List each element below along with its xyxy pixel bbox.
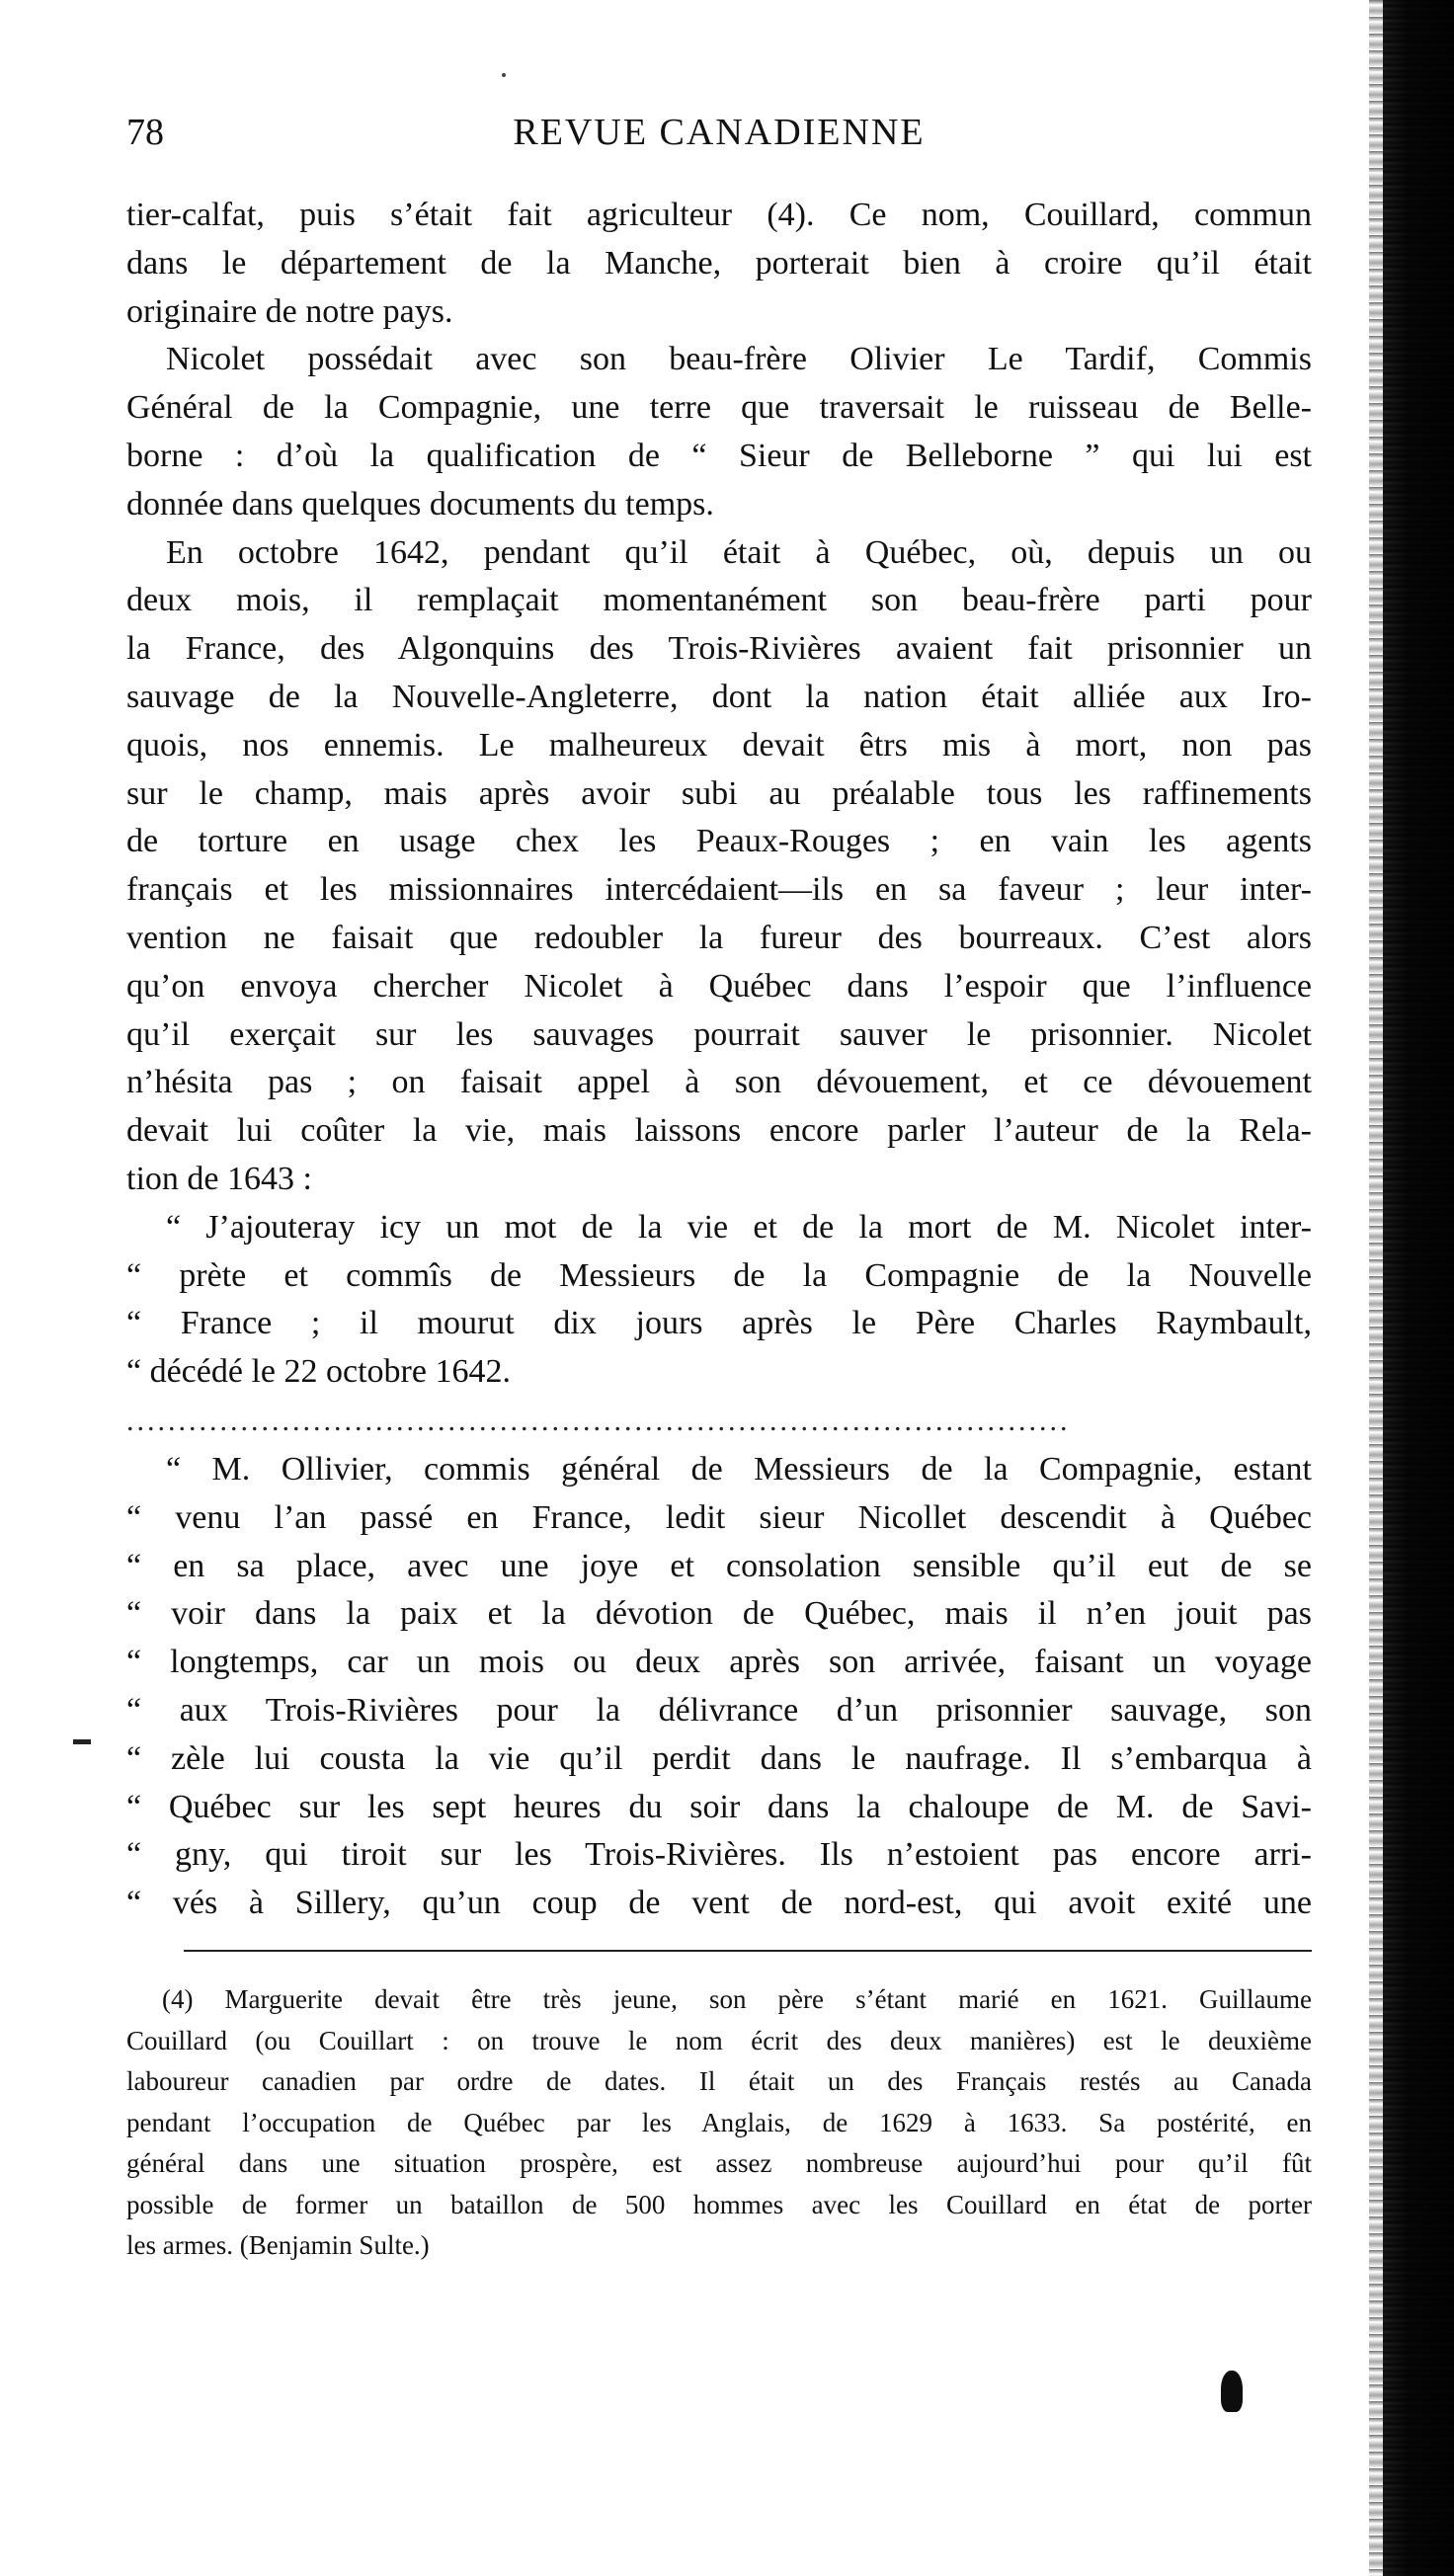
quote-line: “ décédé le 22 octobre 1642. <box>126 1353 511 1391</box>
body-line: sauvage de la Nouvelle-Angleterre, dont la nation était alliée aux Iro- <box>126 678 1312 715</box>
body-text <box>126 192 1312 1928</box>
body-line: dans le département de la Manche, porterait bien à croire qu’il était <box>126 244 1312 282</box>
footnote-line: général dans une situation prospère, est assez nombreuse aujourd’hui pour qu’il fût <box>126 2148 1312 2178</box>
quote-line: “ voir dans la paix et la dévotion de Québec, mais il n’en jouit pas <box>126 1595 1312 1633</box>
body-line: devait lui coûter la vie, mais laissons encore parler l’auteur de la Rela- <box>126 1112 1312 1150</box>
margin-mark <box>73 1739 91 1744</box>
body-line: borne : d’où la qualification de “ Sieur de Belleborne ” qui lui est <box>126 437 1312 474</box>
ink-blot <box>1221 2371 1243 2412</box>
body-line: qu’il exerçait sur les sauvages pourrait sauver le prisonnier. Nicolet <box>126 1015 1312 1053</box>
scan-speck <box>502 73 506 77</box>
footnote-line: laboureur canadien par ordre de dates. Il était un des Français restés au Canada <box>126 2066 1312 2096</box>
dot-leader-divider: ........................................................................................... <box>126 1404 1071 1437</box>
page-number: 78 <box>126 112 164 153</box>
quote-line: “ France ; il mourut dix jours après le Père Charles Raymbault, <box>126 1305 1312 1342</box>
body-line: sur le champ, mais après avoir subi au préalable tous les raffinements <box>126 774 1312 812</box>
quote-line: “ zèle lui cousta la vie qu’il perdit dans le naufrage. Il s’embarqua à <box>126 1739 1312 1777</box>
body-line: deux mois, il remplaçait momentanément son beau-frère parti pour <box>126 582 1312 619</box>
footnote-line: possible de former un bataillon de 500 hommes avec les Couillard en état de porter <box>126 2189 1312 2219</box>
quote-line: “ gny, qui tiroit sur les Trois-Rivières. Ils n’estoient pas encore arri- <box>126 1836 1312 1874</box>
body-line: vention ne faisait que redoubler la fureur des bourreaux. C’est alors <box>126 919 1312 956</box>
quote-line: “ longtemps, car un mois ou deux après son arrivée, faisant un voyage <box>126 1644 1312 1681</box>
body-line: donnée dans quelques documents du temps. <box>126 485 714 523</box>
body-line: quois, nos ennemis. Le malheureux devait êtrs mis à mort, non pas <box>126 726 1312 764</box>
footnote-rule <box>184 1950 1312 1952</box>
quote-line: “ venu l’an passé en France, ledit sieur Nicollet descendit à Québec <box>126 1498 1312 1536</box>
body-line: n’hésita pas ; on faisait appel à son dévouement, et ce dévouement <box>126 1064 1312 1101</box>
body-line: originaire de notre pays. <box>126 292 453 330</box>
body-line: tier-calfat, puis s’était fait agriculteur (4). Ce nom, Couillard, commun <box>126 197 1312 233</box>
body-line: qu’on envoya chercher Nicolet à Québec dans l’espoir que l’influence <box>126 967 1312 1005</box>
quote-line: “ vés à Sillery, qu’un coup de vent de nord-est, qui avoit exité une <box>126 1885 1312 1922</box>
body-line: En octobre 1642, pendant qu’il était à Québec, où, depuis un ou <box>166 533 1312 571</box>
footnote-line: les armes. (Benjamin Sulte.) <box>126 2230 430 2260</box>
running-title: REVUE CANADIENNE <box>513 112 926 153</box>
body-line: Général de la Compagnie, une terre que traversait le ruisseau de Belle- <box>126 389 1312 427</box>
quote-line: “ J’ajouteray icy un mot de la vie et de la mort de M. Nicolet inter- <box>166 1208 1312 1246</box>
quote-line: “ Québec sur les sept heures du soir dans la chaloupe de M. de Savi- <box>126 1788 1312 1825</box>
page-header <box>126 111 1312 162</box>
body-line: tion de 1643 : <box>126 1160 312 1197</box>
body-line: de torture en usage chex les Peaux-Rouges ; en vain les agents <box>126 823 1312 860</box>
footnote <box>126 1979 1312 2267</box>
body-line: la France, des Algonquins des Trois-Rivières avaient fait prisonnier un <box>126 630 1312 668</box>
footnote-line: Couillard (ou Couillart : on trouve le nom écrit des deux manières) est le deuxième <box>126 2025 1312 2055</box>
quote-line: “ en sa place, avec une joye et consolation sensible qu’il eut de se <box>126 1547 1312 1584</box>
quote-line: “ prète et commîs de Messieurs de la Compagnie de la Nouvelle <box>126 1256 1312 1294</box>
page-edge <box>1383 0 1454 2576</box>
footnote-line: (4) Marguerite devait être très jeune, son père s’étant marié en 1621. Guillaume <box>162 1984 1312 2014</box>
body-line: français et les missionnaires intercédaient—ils en sa faveur ; leur inter- <box>126 871 1312 909</box>
body-line: Nicolet possédait avec son beau-frère Olivier Le Tardif, Commis <box>166 341 1312 378</box>
footnote-line: pendant l’occupation de Québec par les Anglais, de 1629 à 1633. Sa postérité, en <box>126 2107 1312 2137</box>
quote-line: “ M. Ollivier, commis général de Messieurs de la Compagnie, estant <box>166 1450 1312 1488</box>
quote-line: “ aux Trois-Rivières pour la délivrance d’un prisonnier sauvage, son <box>126 1691 1312 1729</box>
